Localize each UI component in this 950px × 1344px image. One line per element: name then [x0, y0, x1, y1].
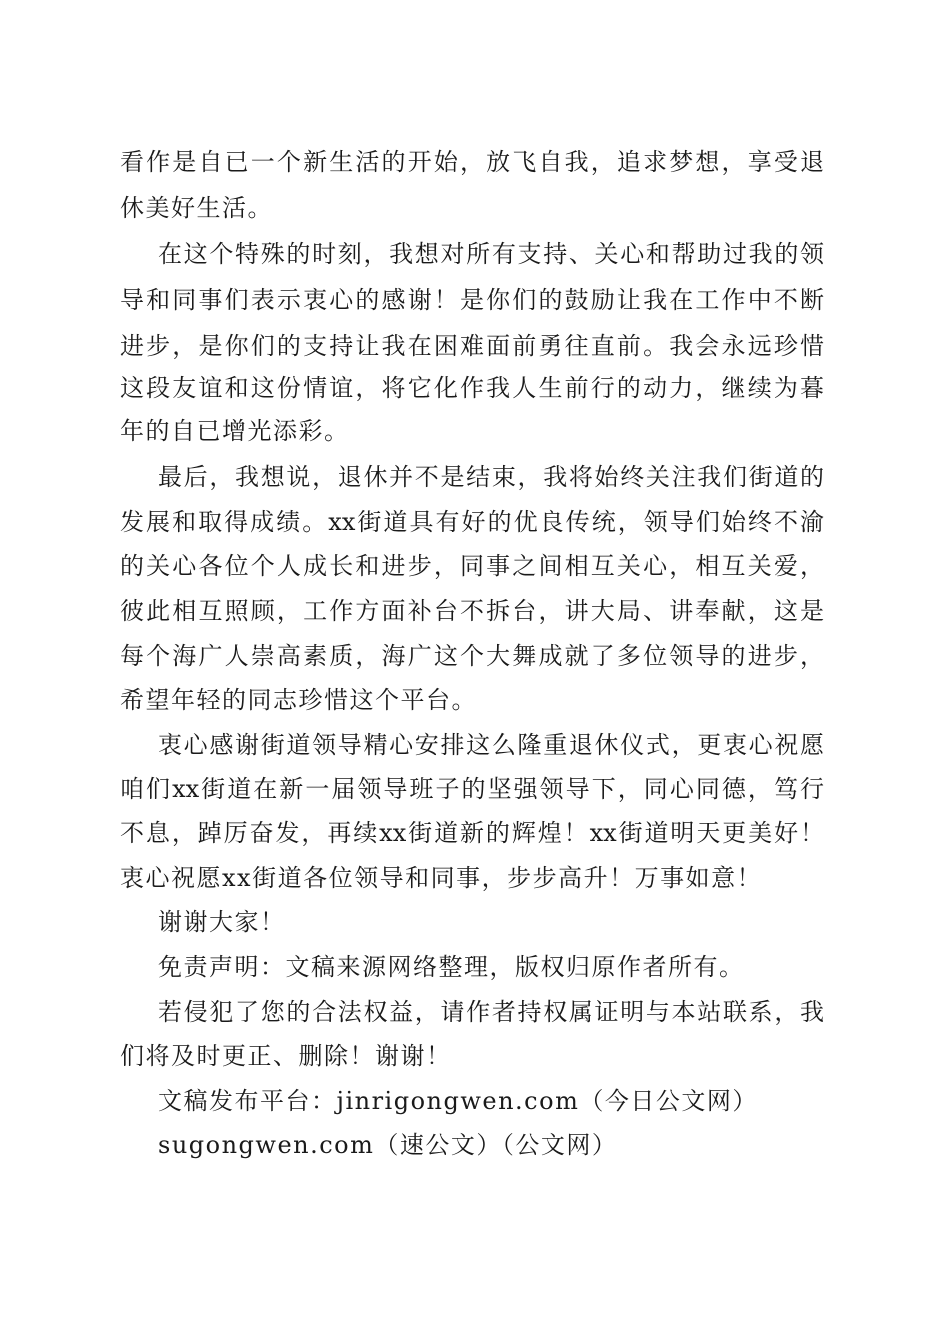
text-line: 这段友谊和这份情谊，将它化作我人生前行的动力，继续为暮	[120, 374, 824, 402]
text-line: 彼此相互照顾，工作方面补台不拆台，讲大局、讲奉献，这是	[120, 597, 824, 625]
text-line: 希望年轻的同志珍惜这个平台。	[120, 686, 477, 714]
text-line: 进步，是你们的支持让我在困难面前勇往直前。我会永远珍惜	[120, 332, 824, 360]
text-line: 的关心各位个人成长和进步，同事之间相互关心，相互关爱，	[120, 552, 824, 580]
text-line: 看作是自已一个新生活的开始，放飞自我，追求梦想，享受退	[120, 148, 824, 176]
text-line: 年的自已增光添彩。	[120, 417, 350, 445]
text-line: 每个海广人崇高素质，海广这个大舞成就了多位领导的进步，	[120, 642, 824, 670]
text-line: 导和同事们表示衷心的感谢！是你们的鼓励让我在工作中不断	[120, 286, 824, 314]
text-line: 衷心祝愿xx街道各位领导和同事，步步高升！万事如意！	[120, 864, 763, 892]
text-line: 不息，踔厉奋发，再续xx街道新的辉煌！xx街道明天更美好！	[120, 819, 824, 847]
text-line: 咱们xx街道在新一届领导班子的坚强领导下，同心同德，笃行	[120, 775, 824, 803]
closing-line: 谢谢大家！	[158, 908, 286, 936]
text-line: 发展和取得成绩。xx街道具有好的优良传统，领导们始终不渝	[120, 508, 824, 536]
disclaimer-line: 们将及时更正、删除！谢谢！	[120, 1042, 452, 1070]
publisher-line: 文稿发布平台：jinrigongwen.com（今日公文网）	[158, 1087, 758, 1115]
publisher-line: sugongwen.com（速公文）（公文网）	[158, 1131, 618, 1159]
text-line: 休美好生活。	[120, 194, 273, 222]
text-line: 衷心感谢街道领导精心安排这么隆重退休仪式，更衷心祝愿	[158, 731, 824, 759]
disclaimer-line: 免责声明：文稿来源网络整理，版权归原作者所有。	[158, 953, 745, 981]
text-line: 在这个特殊的时刻，我想对所有支持、关心和帮助过我的领	[158, 240, 824, 268]
disclaimer-line: 若侵犯了您的合法权益，请作者持权属证明与本站联系，我	[158, 998, 824, 1026]
text-line: 最后，我想说，退休并不是结束，我将始终关注我们街道的	[158, 463, 824, 491]
